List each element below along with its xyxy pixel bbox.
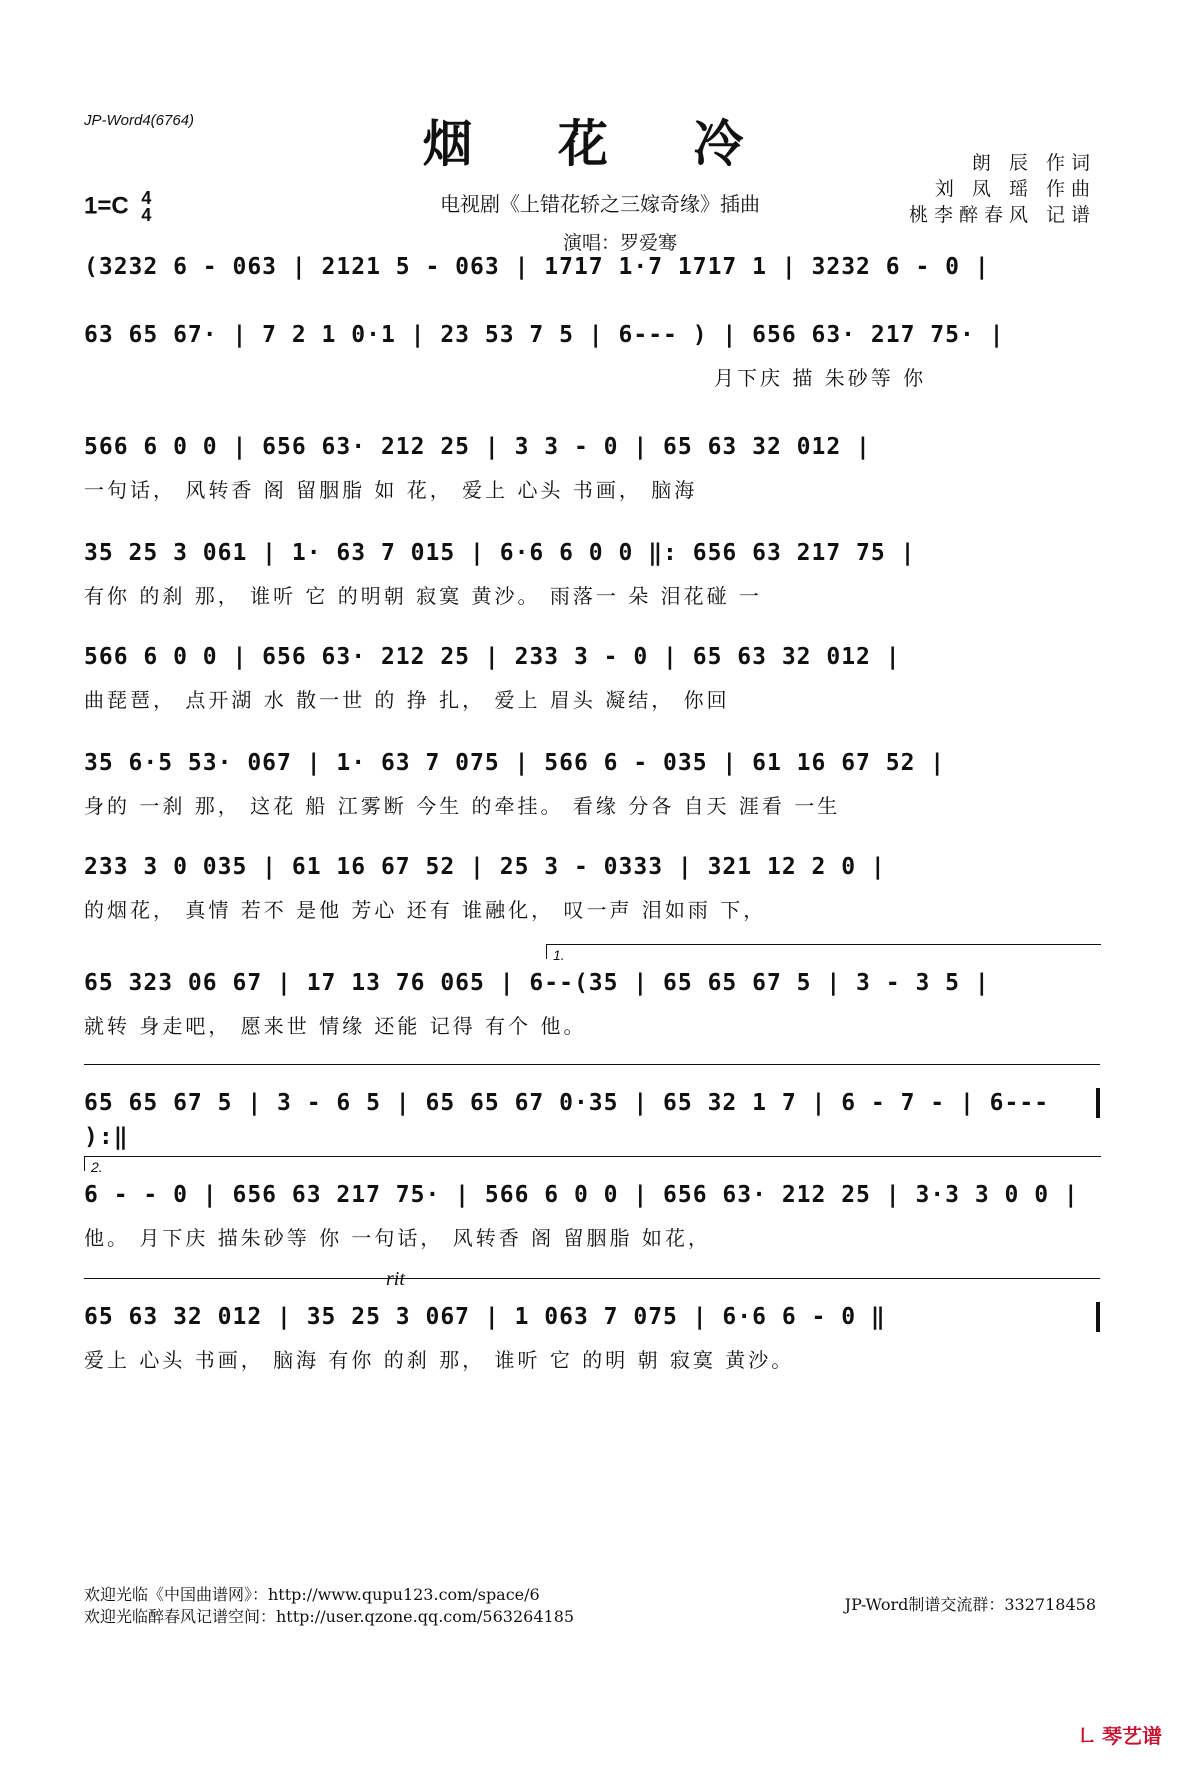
- key-label: 1=C: [84, 192, 129, 220]
- lyrics: 就转 身走吧， 愿来世 情缘 还能 记得 有个 他。: [84, 1014, 587, 1038]
- rit-marking: rit: [386, 1268, 405, 1290]
- notation: 65 65 67 5 | 3 - 6 5 | 65 65 67 0·35 | 65 32 1 7 | 6 - 7 - | 6--- ):‖: [84, 1090, 1050, 1150]
- volta-1-label: 1.: [553, 947, 565, 963]
- lyrics: 他。 月下庆 描朱砂等 你 一句话， 风转香 阁 留胭脂 如花，: [84, 1226, 711, 1250]
- score-row: [84, 947, 1100, 1046]
- footer-line-2: 欢迎光临醉春风记谱空间：http://user.qzone.qq.com/563264185: [84, 1607, 575, 1626]
- score-row: [84, 1086, 1100, 1166]
- score-row: [84, 536, 1100, 616]
- notation: 233 3 0 035 | 61 16 67 52 | 25 3 - 0333 | 321 12 2 0 |: [84, 854, 886, 880]
- first-ending-bracket-cont: [84, 1064, 1100, 1079]
- software-label: JP-Word4(6764): [84, 112, 195, 129]
- lyrics: 一句话， 风转香 阁 留胭脂 如 花， 爱上 心头 书画， 脑海: [84, 478, 698, 502]
- first-ending-bracket: [546, 944, 1101, 963]
- song-title: 烟 花 冷: [422, 114, 778, 173]
- notation: 6 - - 0 | 656 63 217 75· | 566 6 0 0 | 656 63· 212 25 | 3·3 3 0 0 |: [84, 1182, 1079, 1208]
- lyrics: 爱上 心头 书画， 脑海 有你 的刹 那， 谁听 它 的明 朝 寂寞 黄沙。: [84, 1348, 795, 1372]
- score-row: [84, 746, 1100, 826]
- second-ending-bracket: [84, 1156, 1101, 1175]
- score-row: [84, 430, 1100, 510]
- lyrics: 月下庆 描 朱砂等 你: [714, 366, 927, 390]
- watermark-logo: [1076, 1720, 1162, 1749]
- watermark-icon: ㇗: [1076, 1726, 1097, 1748]
- volta-2-label: 2.: [91, 1159, 103, 1175]
- score-row: [84, 640, 1100, 720]
- composer: 刘 凤 瑶 作曲: [934, 178, 1096, 200]
- notation: 65 63 32 012 | 35 25 3 067 | 1 063 7 075 | 6·6 6 - 0 ‖: [84, 1304, 886, 1330]
- footer-group: JP-Word制谱交流群：332718458: [844, 1595, 1096, 1614]
- notation: 63 65 67· | 7 2 1 0·1 | 23 53 7 5 | 6--- ) | 656 63· 217 75· |: [84, 322, 1005, 348]
- score-row: [84, 1159, 1100, 1258]
- final-bar: [1096, 1302, 1100, 1332]
- footer-line-1: 欢迎光临《中国曲谱网》：http://www.qupu123.com/space/6: [84, 1585, 540, 1604]
- score-row: [84, 318, 1100, 398]
- lyrics: 曲琵琶， 点开湖 水 散一世 的 挣 扎， 爱上 眉头 凝结， 你回: [84, 688, 730, 712]
- watermark-text: 琴艺谱: [1102, 1726, 1162, 1748]
- score-row: [84, 1268, 1100, 1380]
- notation: 65 323 06 67 | 17 13 76 065 | 6--(35 | 65 65 67 5 | 3 - 3 5 |: [84, 970, 990, 996]
- notation: 35 25 3 061 | 1· 63 7 015 | 6·6 6 0 0 ‖: 656 63 217 75 |: [84, 540, 916, 566]
- score-row: [84, 850, 1100, 930]
- notation: 566 6 0 0 | 656 63· 212 25 | 233 3 - 0 | 65 63 32 012 |: [84, 644, 901, 670]
- lyrics: 身的 一刹 那， 这花 船 江雾断 今生 的牵挂。 看缘 分各 自天 涯看 一生: [84, 794, 841, 818]
- singer: 演唱：罗爱骞: [562, 232, 677, 254]
- time-top: 4: [141, 188, 152, 208]
- transcriber: 桃李醉春风 记谱: [908, 204, 1096, 226]
- notation: 566 6 0 0 | 656 63· 212 25 | 3 3 - 0 | 65 63 32 012 |: [84, 434, 871, 460]
- lyrics: 有你 的刹 那， 谁听 它 的明朝 寂寞 黄沙。 雨落一 朵 泪花碰 一: [84, 584, 762, 608]
- lyrics: 的烟花， 真情 若不 是他 芳心 还有 谁融化， 叹一声 泪如雨 下，: [84, 898, 767, 922]
- subtitle: 电视剧《上错花轿之三嫁奇缘》插曲: [440, 192, 760, 216]
- repeat-end-bar: [1096, 1088, 1100, 1118]
- time-bottom: 4: [141, 205, 152, 225]
- notation: 35 6·5 53· 067 | 1· 63 7 075 | 566 6 - 035 | 61 16 67 52 |: [84, 750, 946, 776]
- notation: (3232 6 - 063 | 2121 5 - 063 | 1717 1·7 1717 1 | 3232 6 - 0 |: [84, 254, 990, 280]
- second-ending-bracket-cont: [84, 1278, 1100, 1293]
- lyricist: 朗 辰 作词: [971, 152, 1096, 174]
- footer-links: [84, 1584, 574, 1628]
